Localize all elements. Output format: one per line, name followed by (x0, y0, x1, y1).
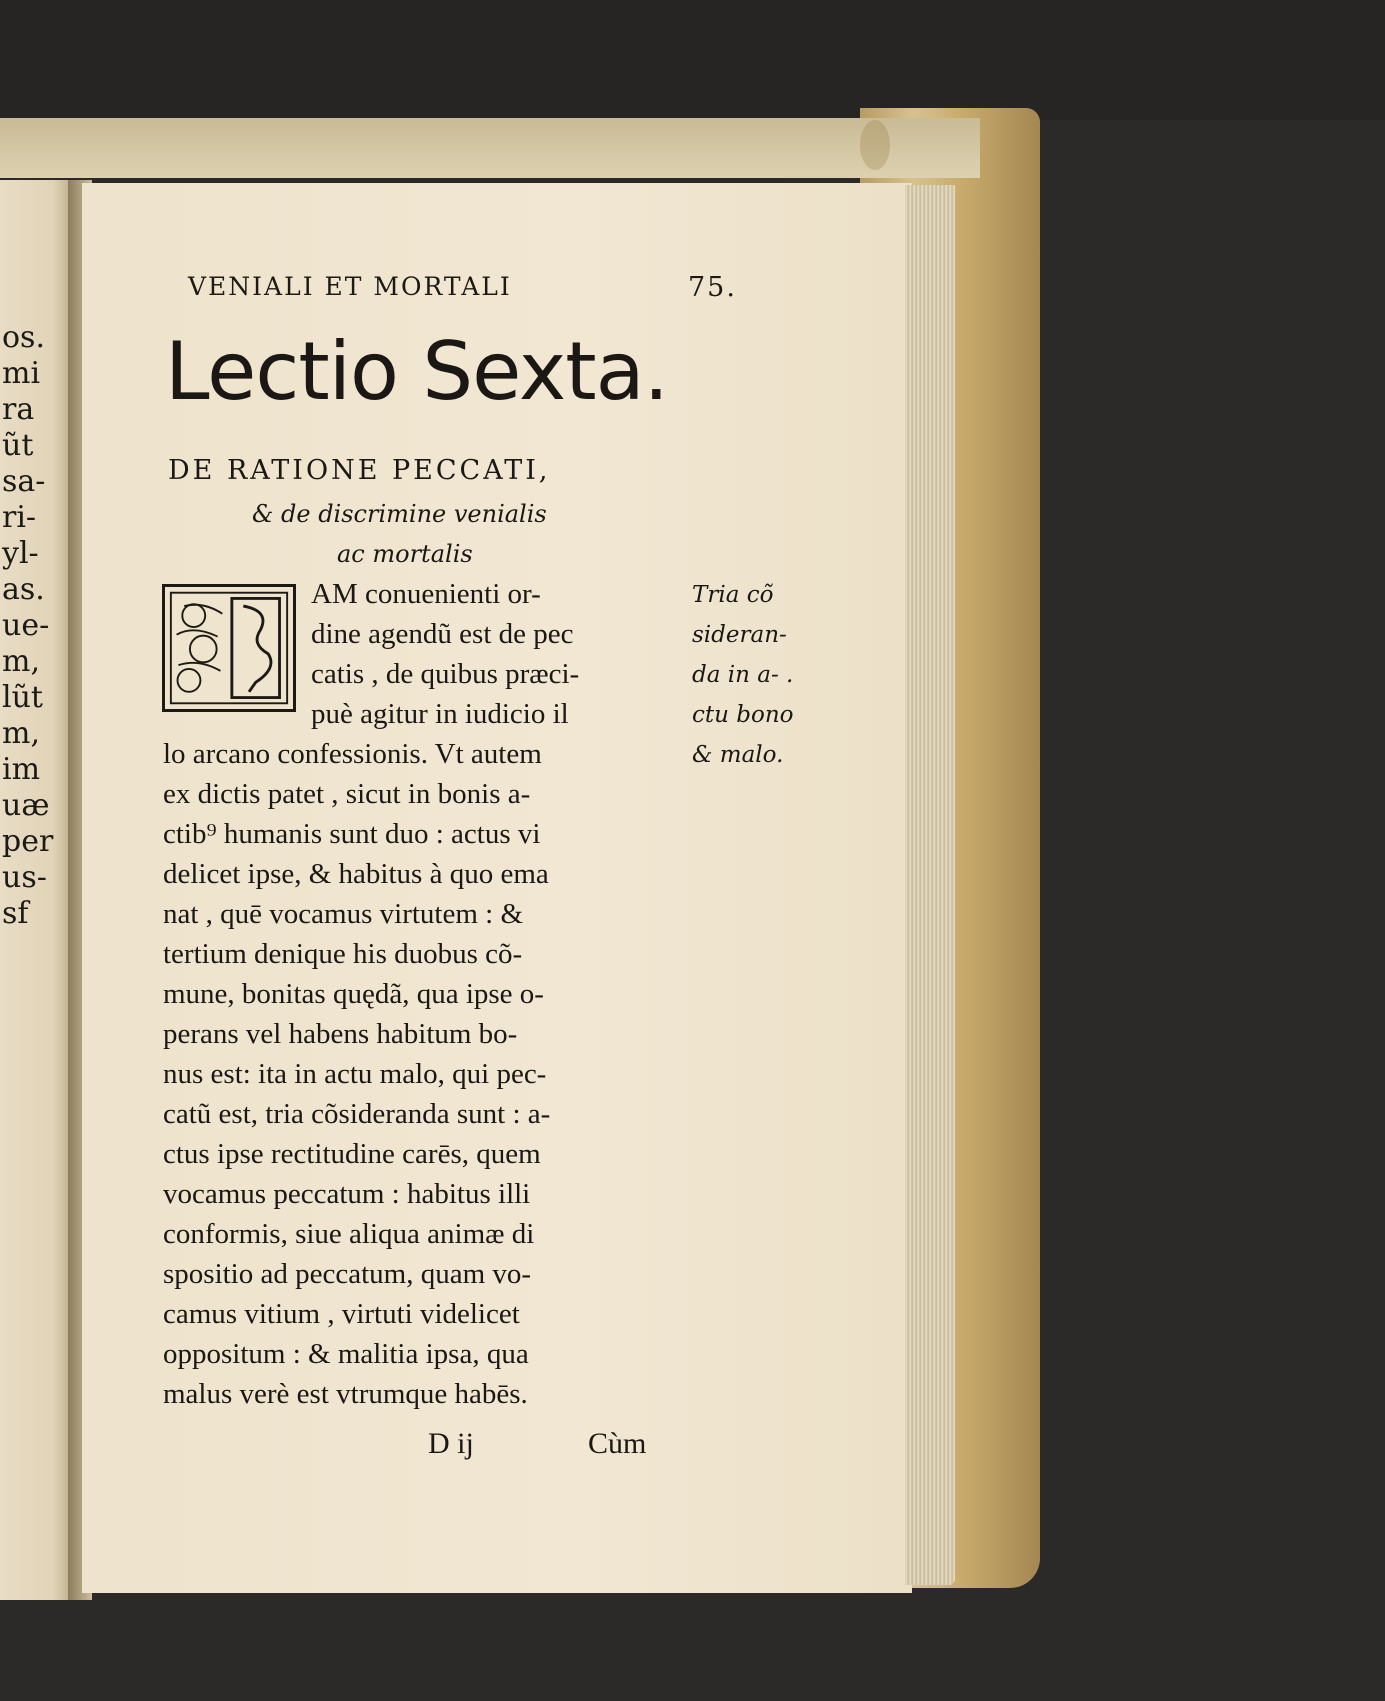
body-line: ctus ipse rectitudine carēs, quem (163, 1138, 541, 1170)
margin-note-line: Tria cõ (692, 582, 774, 608)
body-line: puè agitur in iudicio il (311, 698, 569, 730)
body-line: nus est: ita in actu malo, qui pec- (163, 1058, 547, 1090)
book-top-edge (0, 118, 980, 178)
body-line: malus verè est vtrumque habēs. (163, 1378, 528, 1410)
left-page-text: mi (2, 356, 41, 391)
body-line: oppositum : & malitia ipsa, qua (163, 1338, 529, 1370)
background-top (0, 0, 1385, 120)
margin-note-line: sideran- (692, 622, 787, 648)
running-title: VENIALI ET MORTALI (188, 272, 512, 301)
body-line: catis , de quibus præci- (311, 658, 580, 690)
left-page-text: per (2, 824, 54, 859)
left-page-text: lũt (2, 680, 43, 715)
body-line: catũ est, tria cõsideranda sunt : a- (163, 1098, 551, 1130)
body-line: ex dictis patet , sicut in bonis a- (163, 778, 531, 810)
page-number: 75. (688, 272, 737, 303)
body-line: vocamus peccatum : habitus illi (163, 1178, 531, 1210)
catchword: Cùm (588, 1427, 647, 1460)
body-line: mune, bonitas quędã, qua ipse o- (163, 978, 544, 1010)
left-page-text: ra (2, 392, 35, 427)
chapter-subtitle-line3: ac mortalis (337, 540, 473, 568)
decorated-initial-icon (162, 584, 296, 712)
left-page-text: m, (2, 644, 40, 679)
ornament-icon (165, 587, 293, 709)
cover-stain (860, 120, 890, 170)
running-head (188, 272, 737, 308)
left-page-text: yl- (2, 536, 39, 571)
margin-note-line: da in a- . (692, 662, 794, 688)
signature-mark: D ij (428, 1427, 474, 1460)
body-line: conformis, siue aliqua animæ di (163, 1218, 535, 1250)
left-page-text: im (2, 752, 41, 787)
chapter-title: Lectio Sexta. (165, 325, 669, 418)
left-page-text: ue- (2, 608, 50, 643)
body-line: perans vel habens habitum bo- (163, 1018, 518, 1050)
body-line: AM conuenienti or- (311, 578, 541, 610)
margin-note-line: & malo. (692, 742, 784, 768)
chapter-subtitle: DE RATIONE PECCATI, (168, 455, 551, 486)
body-line: delicet ipse, & habitus à quo ema (163, 858, 549, 890)
left-page (0, 180, 75, 1600)
left-page-text: uæ (2, 788, 50, 823)
chapter-subtitle-line2: & de discrimine venialis (252, 500, 547, 528)
body-line: ctib⁹ humanis sunt duo : actus vi (163, 818, 541, 850)
page-edges (905, 185, 955, 1585)
body-line: nat , quē vocamus virtutem : & (163, 898, 524, 930)
body-line: camus vitium , virtuti videlicet (163, 1298, 520, 1330)
margin-note-line: ctu bono (692, 702, 794, 728)
left-page-text: us- (2, 860, 47, 895)
left-page-text: sa- (2, 464, 46, 499)
left-page-text: m, (2, 716, 40, 751)
left-page-text: os. (2, 320, 45, 355)
left-page-text: ri- (2, 500, 37, 535)
left-page-text: as. (2, 572, 45, 607)
left-page-text: ũt (2, 428, 34, 463)
body-line: spositio ad peccatum, quam vo- (163, 1258, 532, 1290)
body-line: lo arcano confessionis. Vt autem (163, 738, 542, 770)
left-page-text: sf (2, 896, 29, 931)
body-line: tertium denique his duobus cõ- (163, 938, 523, 970)
body-line: dine agendũ est de pec (311, 618, 574, 650)
